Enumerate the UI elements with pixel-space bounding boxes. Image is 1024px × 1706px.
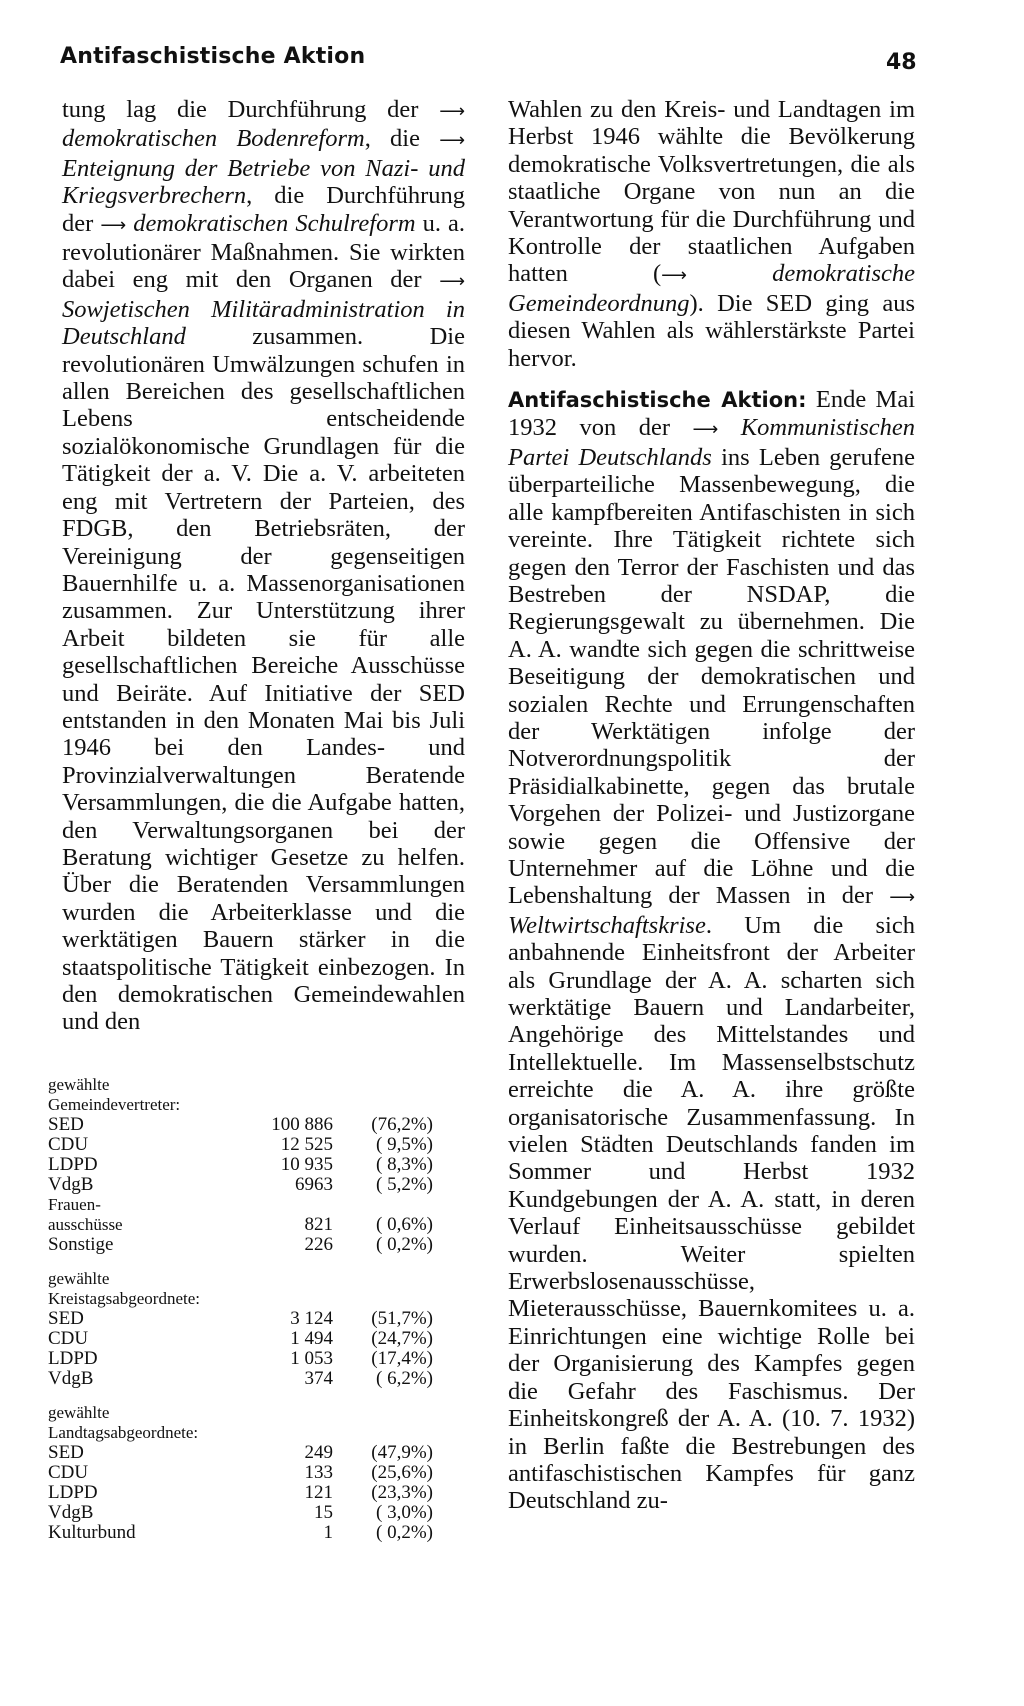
article-entry xyxy=(508,386,915,1515)
cross-reference: demokratischen Bodenreform xyxy=(62,125,365,153)
text-run: , die Durchführung der xyxy=(62,182,465,237)
cross-reference: Enteignung der Betriebe von Nazi- und Kriegsverbrechern xyxy=(62,154,465,210)
seat-percentage: ( 3,0%) xyxy=(376,1502,433,1523)
stats-section-label: gewählte Kreistagsabgeordnete: xyxy=(48,1269,200,1308)
stats-row xyxy=(48,1483,458,1503)
seat-percentage: ( 9,5%) xyxy=(376,1134,433,1155)
cross-reference: Sowjetischen Militäradministration in Deutschland xyxy=(62,295,465,351)
party-name: Frauen- ausschüsse xyxy=(48,1195,123,1234)
party-name: VdgB xyxy=(48,1502,94,1523)
seat-count: 121 xyxy=(304,1482,333,1503)
party-name: CDU xyxy=(48,1462,89,1483)
seat-percentage: ( 5,2%) xyxy=(376,1174,433,1195)
seat-count: 100 886 xyxy=(271,1114,333,1135)
stats-row xyxy=(48,1115,458,1135)
arrow-icon: ⟶ xyxy=(661,265,687,287)
seat-count: 12 525 xyxy=(280,1134,333,1155)
party-name: LDPD xyxy=(48,1482,98,1503)
party-name: CDU xyxy=(48,1134,89,1155)
party-name: LDPD xyxy=(48,1348,98,1369)
seat-percentage: (47,9%) xyxy=(371,1442,433,1463)
left-column xyxy=(62,96,465,1036)
seat-percentage: (76,2%) xyxy=(371,1114,433,1135)
seat-count: 15 xyxy=(314,1502,333,1523)
paragraph xyxy=(62,96,465,1036)
seat-count: 1 494 xyxy=(290,1328,333,1349)
stats-row xyxy=(48,1235,458,1255)
stats-row xyxy=(48,1175,458,1195)
text-run: ). Die SED ging aus diesen Wahlen als wählerstärkste Partei hervor. xyxy=(508,289,915,372)
paragraph xyxy=(508,96,915,372)
arrow-icon: ⟶ xyxy=(439,101,465,122)
stats-row xyxy=(48,1503,458,1523)
seat-percentage: ( 6,2%) xyxy=(376,1368,433,1389)
seat-percentage: (25,6%) xyxy=(371,1462,433,1483)
party-name: SED xyxy=(48,1442,84,1463)
stats-section xyxy=(48,1403,458,1543)
seat-count: 10 935 xyxy=(280,1154,333,1175)
seat-count: 249 xyxy=(304,1442,333,1463)
stats-row xyxy=(48,1135,458,1155)
seat-percentage: (23,3%) xyxy=(371,1482,433,1503)
arrow-icon: ⟶ xyxy=(692,419,719,441)
text-run: tung lag die Durchführung der xyxy=(62,96,440,123)
stats-row xyxy=(48,1463,458,1483)
seat-count: 374 xyxy=(304,1368,333,1389)
seat-count: 3 124 xyxy=(290,1308,333,1329)
party-name: VdgB xyxy=(48,1174,94,1195)
stats-row xyxy=(48,1443,458,1463)
text-run: . Um die sich anbahnende Einheitsfront der Arbeiter als Grundlage der A. A. scharten sich werktätige Bauern und Landarbeiter, Angehörige des Mittelstandes und Intellektuelle. Im Massenselbstschutz erreichte die A. A. ihre größte organisatorische Zusammenfassung. In vielen Städten Deutschlands fanden im Sommer und Herbst 1932 Kundgebungen der A. A. statt, in deren Verlauf Einheitsausschüsse gebildet wurden. Weiter spielten Erwerbslosenausschüsse, Mieterausschüsse, Bauernkomitees u. a. Einrichtungen eine wichtige Rolle bei der Organisierung des Kampfes gegen die Gefahr des Faschismus. Der Einheitskongreß der A. A. (10. 7. 1932) in Berlin faßte die Bestrebungen des antifaschistischen Kampfes für ganz Deutschland zu- xyxy=(508,911,915,1515)
stats-row xyxy=(48,1349,458,1369)
stats-row xyxy=(48,1309,458,1329)
party-name: Sonstige xyxy=(48,1234,114,1255)
cross-reference: Weltwirtschaftskrise xyxy=(508,911,706,939)
stats-row xyxy=(48,1369,458,1389)
arrow-icon: ⟶ xyxy=(100,214,127,236)
cross-reference: Kommunistischen Partei Deutschlands xyxy=(508,414,915,471)
stats-section-label: gewählte Landtagsabgeordnete: xyxy=(48,1403,199,1442)
text-run: ins Leben gerufene überparteiliche Massenbewegung, die alle kampfbereiten Antifaschisten in sich vereinte. Ihre Tätigkeit richtete sich gegen den Terror der Faschisten und das Bestreben der NSDAP, die Regierungsgewalt zu übernehmen. Die A. A. wandte sich gegen die schrittweise Beseitigung der demokratischen und sozialen Rechte und Errungenschaften der Werktätigen infolge der Notverordnungspolitik der Präsidialkabinette, gegen das brutale Vorgehen der Polizei- und Justizorgane sowie gegen die Offensive der Unternehmer auf die Löhne und die Lebenshaltung der Massen in der xyxy=(508,443,915,910)
stats-row xyxy=(48,1195,458,1235)
arrow-icon: ⟶ xyxy=(439,130,466,152)
article-keyword: Antifaschistische Aktion: xyxy=(508,388,807,413)
stats-section-label: gewählte Gemeindevertreter: xyxy=(48,1075,181,1114)
seat-percentage: (24,7%) xyxy=(371,1328,433,1349)
seat-count: 226 xyxy=(304,1234,333,1255)
seat-percentage: ( 0,6%) xyxy=(376,1214,433,1235)
cross-reference: demokratischen Schulreform xyxy=(133,209,416,237)
text-run: Wahlen zu den Kreis- und Landtagen im Herbst 1946 wählte die Bevölkerung demokratische Volksvertretungen, die als staatliche Organe von nun an die Verantwortung für die Durchführung und Kontrolle der staatlichen Aufgaben hatten ( xyxy=(508,96,915,288)
cross-reference: demokratische Gemeindeordnung xyxy=(508,260,915,317)
party-name: VdgB xyxy=(48,1368,94,1389)
party-name: SED xyxy=(48,1114,84,1135)
seat-count: 1 053 xyxy=(290,1348,333,1369)
page-number: 48 xyxy=(886,50,917,75)
arrow-icon: ⟶ xyxy=(439,271,465,293)
seat-count: 6963 xyxy=(295,1174,333,1195)
text-run: Ende Mai 1932 von der xyxy=(508,386,916,442)
seat-percentage: (51,7%) xyxy=(371,1308,433,1329)
seat-count: 133 xyxy=(304,1462,333,1483)
seat-count: 1 xyxy=(323,1522,333,1543)
seat-percentage: ( 0,2%) xyxy=(376,1522,433,1543)
party-name: Kulturbund xyxy=(48,1522,136,1543)
stats-section xyxy=(48,1269,458,1389)
right-column xyxy=(508,96,915,1515)
text-run: u. a. revolutionärer Maßnahmen. Sie wirkten dabei eng mit den Organen der xyxy=(62,209,466,294)
seat-percentage: (17,4%) xyxy=(371,1348,433,1369)
party-name: LDPD xyxy=(48,1154,98,1175)
seat-percentage: ( 0,2%) xyxy=(376,1234,433,1255)
stats-row xyxy=(48,1523,458,1543)
running-header-title: Antifaschistische Aktion xyxy=(60,44,366,69)
stats-section xyxy=(48,1075,458,1255)
text-run: , die xyxy=(364,125,440,153)
stats-row xyxy=(48,1155,458,1175)
arrow-icon: ⟶ xyxy=(889,887,915,909)
party-name: SED xyxy=(48,1308,84,1329)
stats-row xyxy=(48,1329,458,1349)
election-stats-table xyxy=(48,1075,458,1557)
party-name: CDU xyxy=(48,1328,89,1349)
text-run: zusammen. Die revolutionären Umwälzungen schufen in allen Bereichen des gesellschaftlichen Lebens entscheidende sozialökonomische Grundlagen für die Tätigkeit der a. V. Die a. V. arbeiteten eng mit Vertretern der Parteien, des FDGB, den Betriebsräten, der Vereinigung der gegenseitigen Bauernhilfe u. a. Massenorganisationen zusammen. Zur Unterstützung ihrer Arbeit bildeten sie für alle gesellschaftlichen Bereiche Ausschüsse und Beiräte. Auf Initiative der SED entstanden in den Monaten Mai bis Juli 1946 bei den Landes- und Provinzialverwaltungen Beratende Versammlungen, die die Aufgabe hatten, den Verwaltungsorganen bei der Beratung wichtiger Gesetze zu helfen. Über die Beratenden Versammlungen wurden die Arbeiterklasse und die werktätigen Bauern stärker in die staatspolitische Tätigkeit einbezogen. In den demokratischen Gemeindewahlen und den xyxy=(62,323,465,1036)
seat-percentage: ( 8,3%) xyxy=(376,1154,433,1175)
seat-count: 821 xyxy=(304,1214,333,1235)
